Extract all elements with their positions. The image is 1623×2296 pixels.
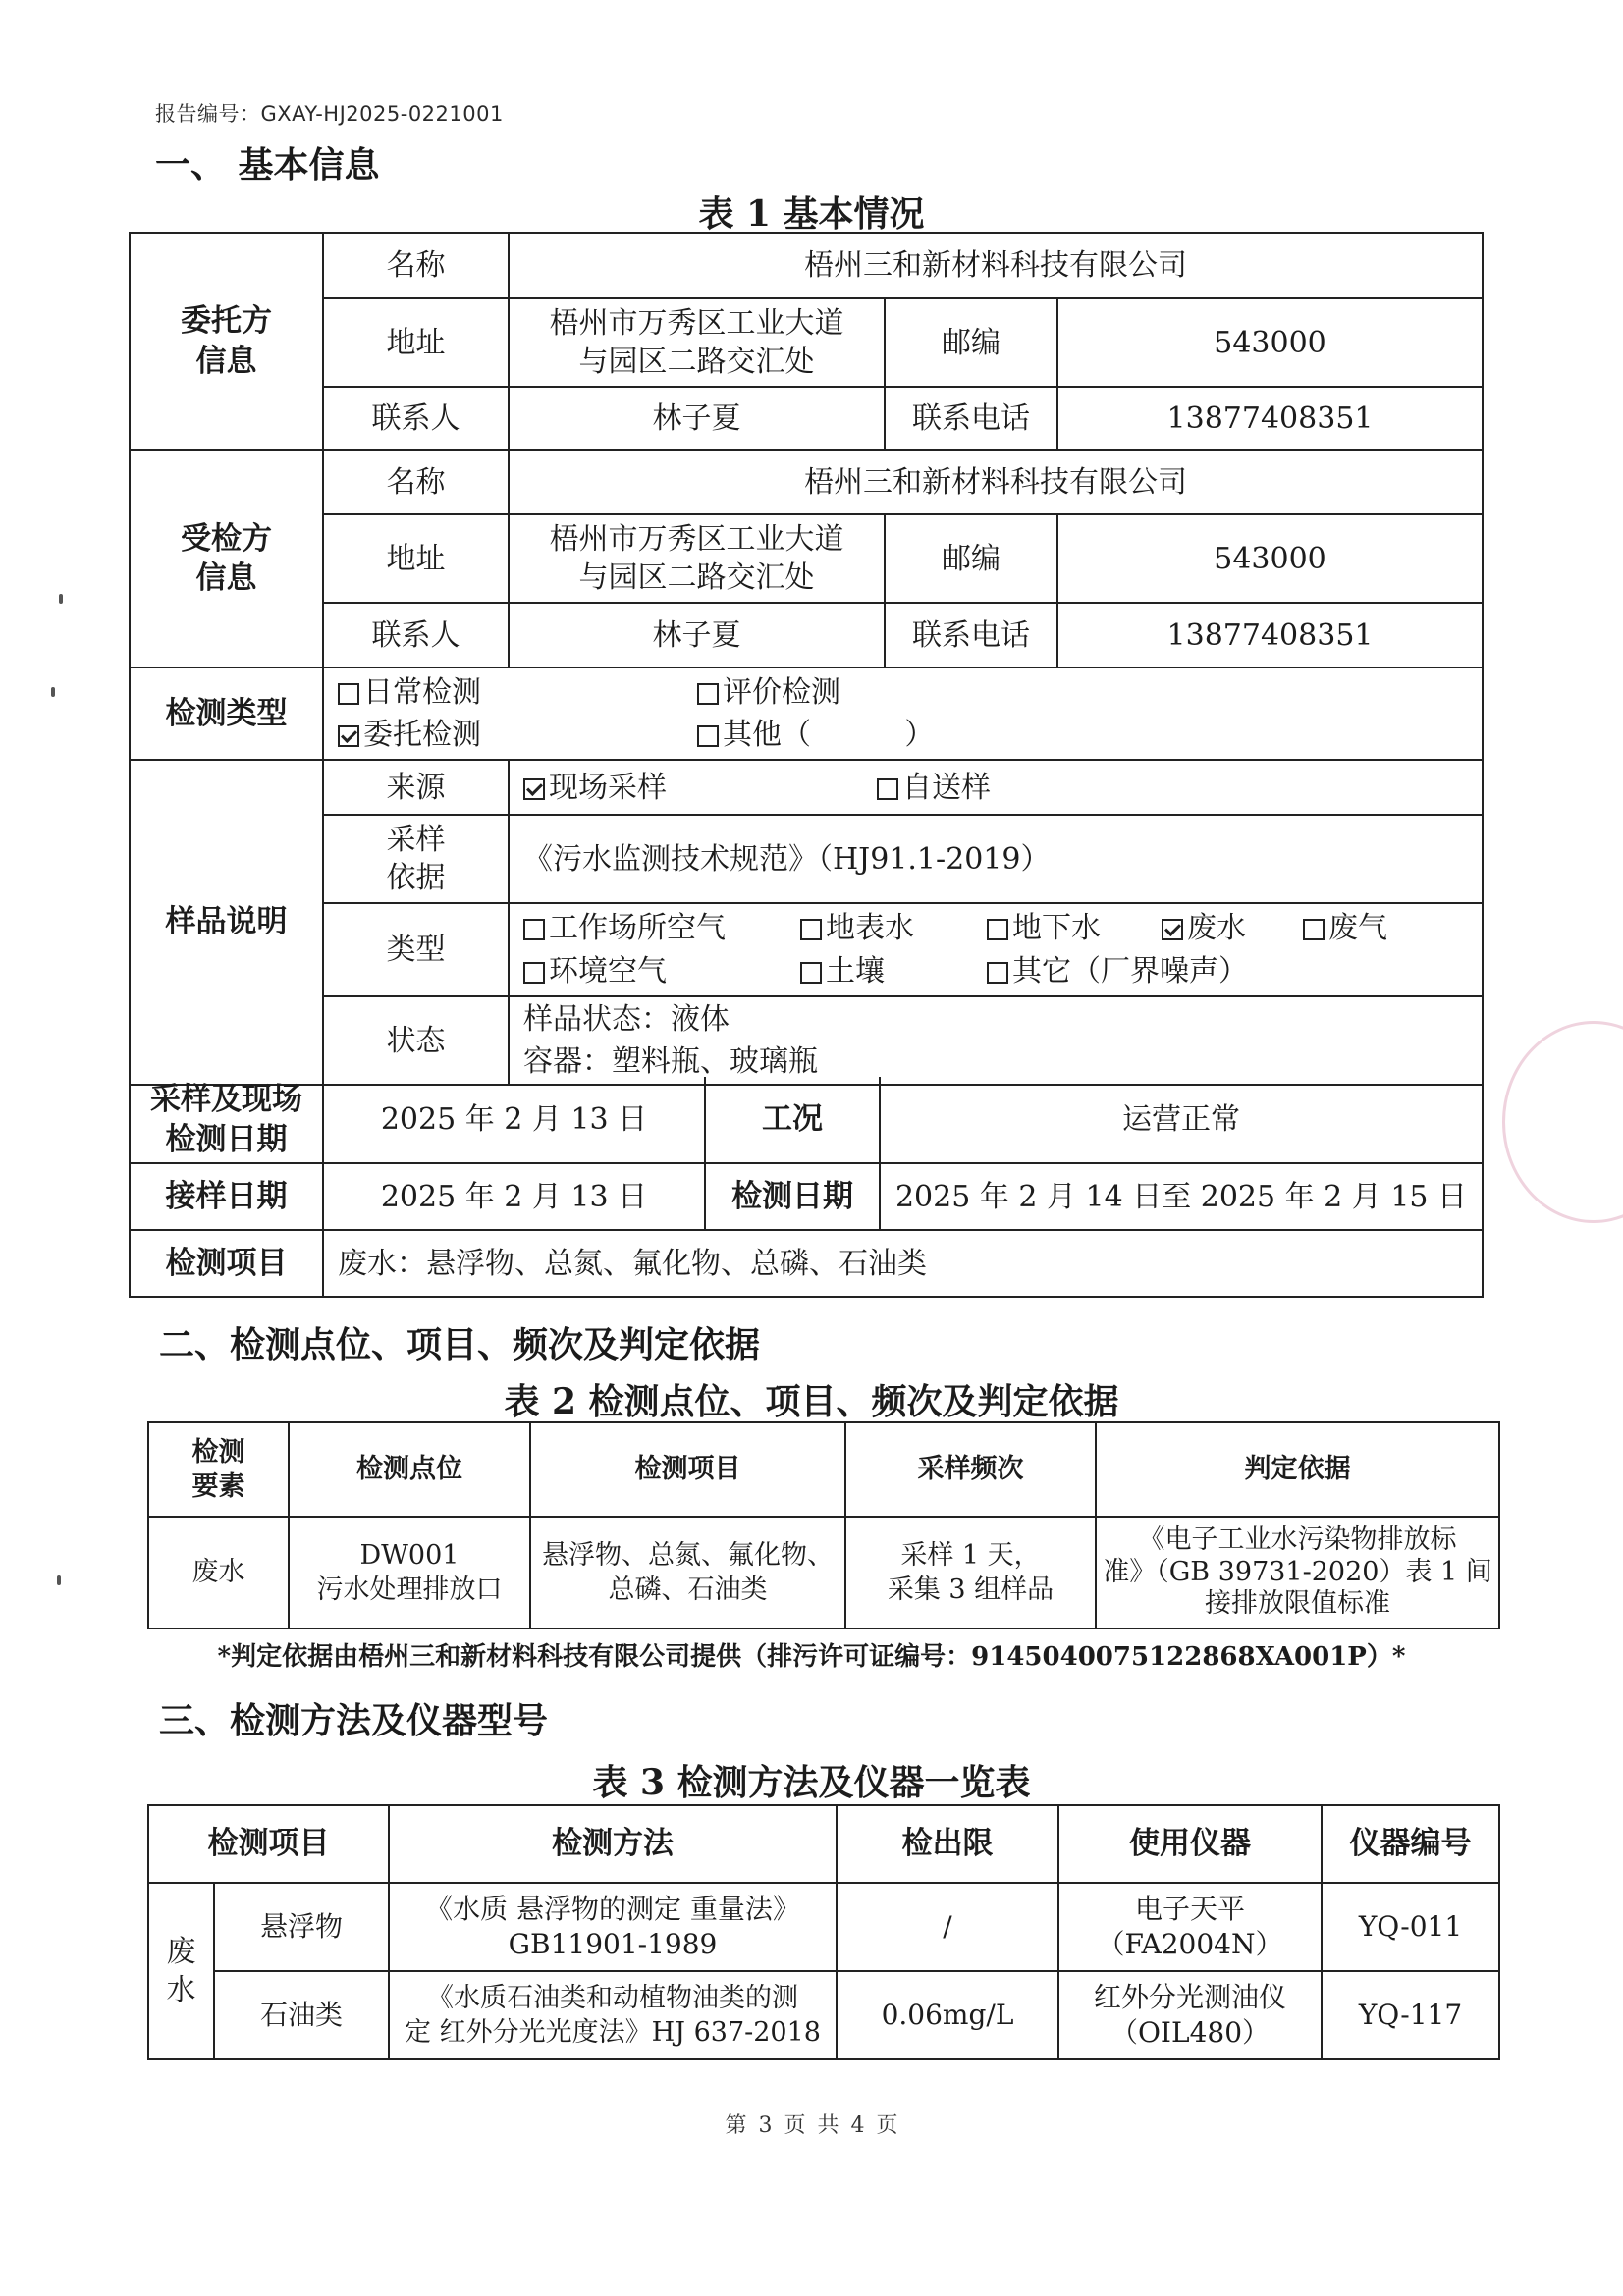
test-type-options — [323, 667, 1483, 760]
option-label: 地下水 — [1012, 911, 1101, 945]
header-frequency: 采样频次 — [845, 1422, 1096, 1517]
basis-note: *判定依据由梧州三和新材料科技有限公司提供（排污许可证编号：91450400751228​68XA001P）* — [217, 1642, 1406, 1672]
row1-code: YQ-011 — [1322, 1883, 1499, 1971]
table3-caption: 表 3 检测方法及仪器一览表 — [592, 1762, 1031, 1803]
client-phone-value: 13877408351 — [1057, 387, 1483, 450]
sample-container-text: 容器：塑料瓶、玻璃瓶 — [523, 1044, 818, 1079]
client-contact-label: 联系人 — [323, 387, 509, 450]
inspected-address-label: 地址 — [323, 514, 509, 603]
option-workplace-air[interactable] — [523, 907, 800, 950]
sample-description-label: 样品说明 — [130, 760, 323, 1085]
section-heading-points: 二、检测点位、项目、频次及判定依据 — [159, 1325, 761, 1365]
checkbox[interactable] — [800, 919, 822, 940]
checkbox[interactable] — [987, 919, 1008, 940]
header-instrument: 使用仪器 — [1058, 1805, 1322, 1883]
checkbox[interactable] — [877, 778, 898, 800]
seal-stamp-partial — [1502, 1021, 1623, 1223]
condition-value: 运营正常 — [880, 1077, 1483, 1163]
option-label: 废水 — [1187, 911, 1246, 945]
condition-label: 工况 — [705, 1077, 880, 1163]
client-address-label: 地址 — [323, 298, 509, 387]
client-postcode-value: 543000 — [1057, 298, 1483, 387]
sampling-basis-value: 《污水监测技术规范》（HJ91.1-2019） — [509, 815, 1483, 903]
row-basis: 《电子工业水污染物排放标 准》（GB 39731-2020）表 1 间 接排放限值标准 — [1096, 1517, 1499, 1629]
test-date-value: 2025 年 2 月 14 日至 2025 年 2 月 15 日 — [880, 1163, 1483, 1230]
table2-caption: 表 2 检测点位、项目、频次及判定依据 — [504, 1381, 1119, 1422]
header-code: 仪器编号 — [1322, 1805, 1499, 1883]
inspected-address-value: 梧州市万秀区工业大道 与园区二路交汇处 — [509, 514, 885, 603]
option-label: 现场采样 — [549, 770, 667, 805]
sample-state-label: 状态 — [323, 996, 509, 1085]
row1-method: 《水质 悬浮物的测定 重量法》 GB11901-1989 — [389, 1883, 837, 1971]
inspected-phone-label: 联系电话 — [885, 603, 1057, 667]
test-type-label: 检测类型 — [130, 667, 323, 760]
checkbox[interactable] — [1162, 919, 1183, 940]
sampling-date-value: 2025 年 2 月 13 日 — [323, 1077, 705, 1163]
inspected-postcode-label: 邮编 — [885, 514, 1057, 603]
option-label: 工作场所空气 — [549, 911, 726, 945]
source-options — [509, 760, 1483, 815]
option-groundwater[interactable] — [987, 907, 1162, 950]
option-label: 委托检测 — [363, 718, 481, 752]
group-wastewater: 废 水 — [148, 1883, 214, 2059]
row2-code: YQ-117 — [1322, 1971, 1499, 2059]
inspected-name-label: 名称 — [323, 450, 509, 514]
header-point: 检测点位 — [289, 1422, 530, 1517]
option-label: 其它（厂界噪声） — [1012, 953, 1248, 988]
row-element: 废水 — [148, 1517, 289, 1629]
inspected-postcode-value: 543000 — [1057, 514, 1483, 603]
client-name-value: 梧州三和新材料科技有限公司 — [509, 233, 1483, 298]
test-date-label: 检测日期 — [705, 1163, 880, 1230]
option-soil[interactable] — [800, 950, 987, 993]
dates-table — [129, 1077, 1484, 1298]
option-label: 环境空气 — [549, 953, 667, 988]
inspected-name-value: 梧州三和新材料科技有限公司 — [509, 450, 1483, 514]
test-items-label: 检测项目 — [130, 1230, 323, 1297]
header-items: 检测项目 — [530, 1422, 845, 1517]
header-limit: 检出限 — [837, 1805, 1058, 1883]
option-self-delivered[interactable] — [877, 769, 991, 807]
row2-method: 《水质石油类和动植物油类的测 定 红外分光光度法》HJ 637-2018 — [389, 1971, 837, 2059]
table1-caption: 表 1 基本情况 — [698, 193, 925, 235]
footer-text: 共 — [817, 2113, 839, 2138]
checkbox[interactable] — [523, 962, 545, 984]
checkbox[interactable] — [987, 962, 1008, 984]
inspected-group-label: 受检方 信息 — [130, 450, 323, 667]
inspected-contact-value: 林子夏 — [509, 603, 885, 667]
sample-state-value — [509, 996, 1483, 1085]
inspected-contact-label: 联系人 — [323, 603, 509, 667]
option-label: 地表水 — [826, 911, 914, 945]
option-other[interactable] — [697, 714, 934, 757]
basic-info-table — [129, 232, 1484, 1086]
section-heading-basic-info: 一、 基本信息 — [155, 145, 380, 186]
option-waste-gas[interactable] — [1303, 907, 1387, 950]
client-group-label: 委托方 信息 — [130, 233, 323, 450]
header-basis: 判定依据 — [1096, 1422, 1499, 1517]
sample-state-text: 样品状态：液体 — [523, 1001, 730, 1037]
row1-instrument: 电子天平 （FA2004N） — [1058, 1883, 1322, 1971]
page-number: 3 — [758, 2113, 773, 2138]
total-pages: 4 — [850, 2113, 865, 2138]
scan-speck — [59, 594, 63, 604]
footer-text: 页 — [876, 2113, 898, 2138]
checkbox[interactable] — [697, 683, 719, 705]
option-evaluation-test[interactable] — [697, 671, 840, 715]
row1-item: 悬浮物 — [214, 1883, 389, 1971]
header-element: 检测 要素 — [148, 1422, 289, 1517]
checkbox[interactable] — [338, 683, 359, 705]
option-label: 自送样 — [902, 770, 991, 805]
option-label: 评价检测 — [723, 674, 840, 710]
row-items: 悬浮物、总氮、氟化物、 总磷、石油类 — [530, 1517, 845, 1629]
checkbox[interactable] — [338, 725, 359, 747]
option-commissioned-test[interactable] — [338, 714, 697, 757]
row1-limit: / — [837, 1883, 1058, 1971]
methods-table — [147, 1804, 1500, 2060]
sampling-basis-label: 采样 依据 — [323, 815, 509, 903]
option-routine-test[interactable] — [338, 671, 697, 715]
option-surface-water[interactable] — [800, 907, 987, 950]
source-label: 来源 — [323, 760, 509, 815]
option-label: 土壤 — [826, 953, 885, 988]
row2-limit: 0.06mg/L — [837, 1971, 1058, 2059]
sample-type-label: 类型 — [323, 903, 509, 996]
receive-date-value: 2025 年 2 月 13 日 — [323, 1163, 705, 1230]
row2-instrument: 红外分光测油仪 （OIL480） — [1058, 1971, 1322, 2059]
points-table — [147, 1421, 1500, 1629]
checkbox[interactable] — [523, 919, 545, 940]
header-method: 检测方法 — [389, 1805, 837, 1883]
inspected-phone-value: 13877408351 — [1057, 603, 1483, 667]
client-address-value: 梧州市万秀区工业大道 与园区二路交汇处 — [509, 298, 885, 387]
row2-item: 石油类 — [214, 1971, 389, 2059]
option-wastewater[interactable] — [1162, 907, 1303, 950]
checkbox[interactable] — [523, 778, 545, 800]
option-ambient-air[interactable] — [523, 950, 800, 993]
row-frequency: 采样 1 天， 采集 3 组样品 — [845, 1517, 1096, 1629]
option-label: 日常检测 — [363, 674, 481, 710]
page-footer — [0, 2109, 1623, 2139]
test-items-value: 废水：悬浮物、总氮、氟化物、总磷、石油类 — [323, 1230, 1483, 1297]
client-postcode-label: 邮编 — [885, 298, 1057, 387]
row-point: DW001 污水处理排放口 — [289, 1517, 530, 1629]
client-phone-label: 联系电话 — [885, 387, 1057, 450]
sample-type-options — [509, 903, 1483, 996]
checkbox[interactable] — [800, 962, 822, 984]
client-contact-value: 林子夏 — [509, 387, 885, 450]
scan-speck — [57, 1575, 61, 1585]
checkbox[interactable] — [697, 725, 719, 747]
footer-text: 页 — [784, 2113, 806, 2138]
footer-text: 第 — [725, 2113, 747, 2138]
sampling-date-label: 采样及现场 检测日期 — [130, 1077, 323, 1163]
checkbox[interactable] — [1303, 919, 1325, 940]
report-number: 报告编号：GXAY-HJ2025-0221001 — [155, 102, 504, 126]
header-test-item: 检测项目 — [148, 1805, 389, 1883]
option-label: 其他（ ） — [723, 718, 935, 752]
client-name-label: 名称 — [323, 233, 509, 298]
receive-date-label: 接样日期 — [130, 1163, 323, 1230]
scan-speck — [51, 687, 55, 697]
section-heading-methods: 三、检测方法及仪器型号 — [159, 1701, 549, 1741]
option-other-noise[interactable] — [987, 950, 1248, 993]
option-field-sampling[interactable] — [523, 769, 877, 807]
option-label: 废气 — [1328, 911, 1387, 945]
